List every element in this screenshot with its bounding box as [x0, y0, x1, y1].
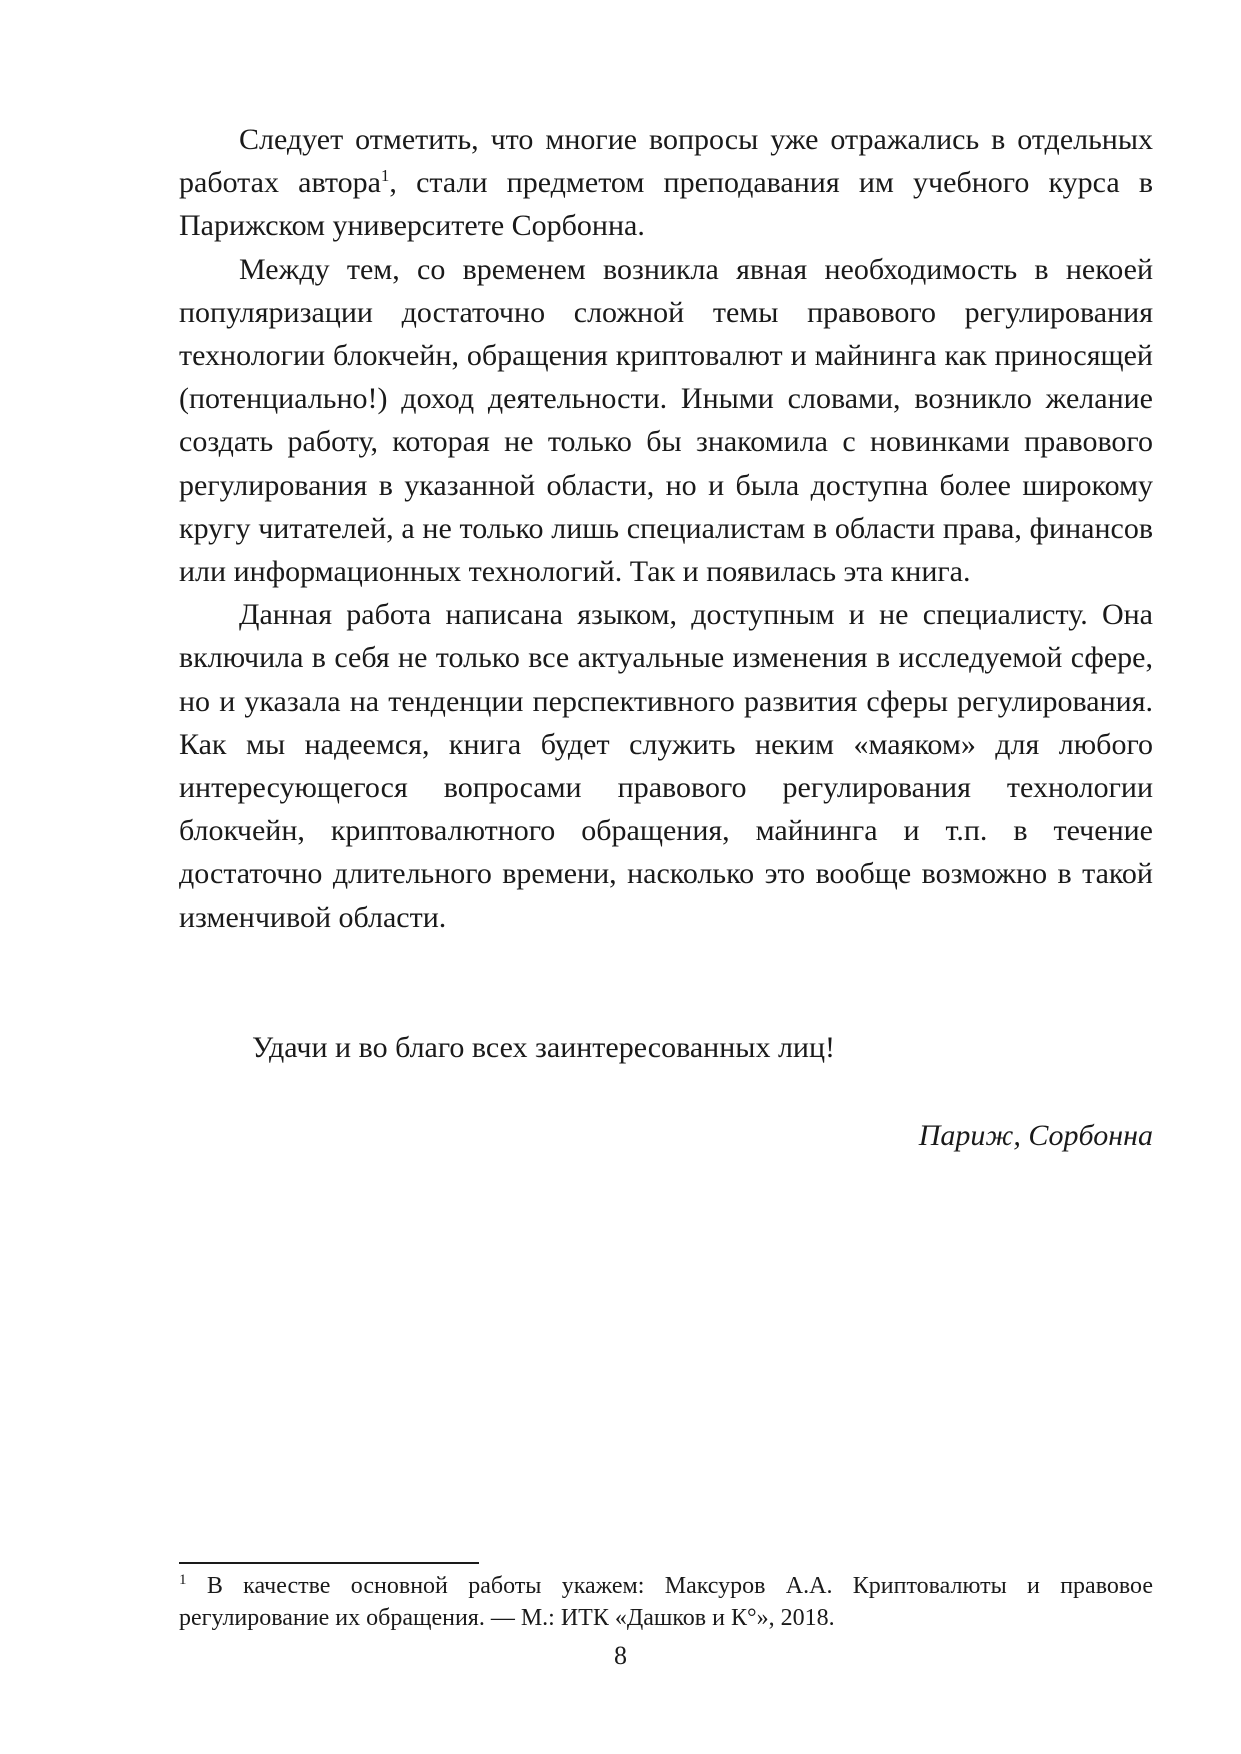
page-number: 8: [614, 1641, 627, 1670]
paragraph-1-text-start: Следует отметить, что многие вопросы уже отражались в отдельных работах автора: [179, 123, 1153, 200]
paragraph-2: Между тем, со временем возникла явная необходимость в некоей популяризации достаточно сложной темы правового регулирования технологии блокчейн, обращения криптовалют и майнинга как приносящей (потенциально!) доход деятельности. Иными словами, возникло желание создать работу, которая не только бы знакомила с новинками правового регулирования в указанной области, но и была доступна более широкому кругу читателей, а не только лишь специалистам в области права, финансов или информационных технологий. Так и появилась эта книга.: [179, 252, 1153, 589]
main-text: [179, 118, 1153, 939]
footnote-reference[interactable]: 1: [380, 166, 390, 186]
signature-place: Париж, Сорбонна: [918, 1119, 1153, 1152]
footnote: [179, 1570, 1153, 1634]
paragraph-3: Данная работа написана языком, доступным и не специалисту. Она включила в себя не только все актуальные изменения в исследуемой сфере, но и указала на тенденции перспективного развития сферы регулирования. Как мы надеемся, книга будет служить неким «маяком» для любого интересующегося вопросами правового регулирования технологии блокчейн, криптовалютного обращения, майнинга и т.п. в течение достаточно длительного времени, насколько это вообще возможно в такой изменчивой области.: [179, 598, 1153, 934]
paragraph-1: [179, 118, 1153, 248]
footnote-marker: 1: [179, 1572, 187, 1588]
paragraph-1-text-end: , стали предметом преподавания им учебного курса в Парижском университете Сорбонна.: [179, 166, 1153, 243]
footnote-divider: [179, 1562, 479, 1564]
closing-line: Удачи и во благо всех заинтересованных лиц!: [252, 1031, 836, 1064]
footnote-text: В качестве основной работы укажем: Максуров А.А. Криптовалюты и правовое регулирование их обращения. — М.: ИТК «Дашков и К°», 2018.: [179, 1573, 1153, 1631]
